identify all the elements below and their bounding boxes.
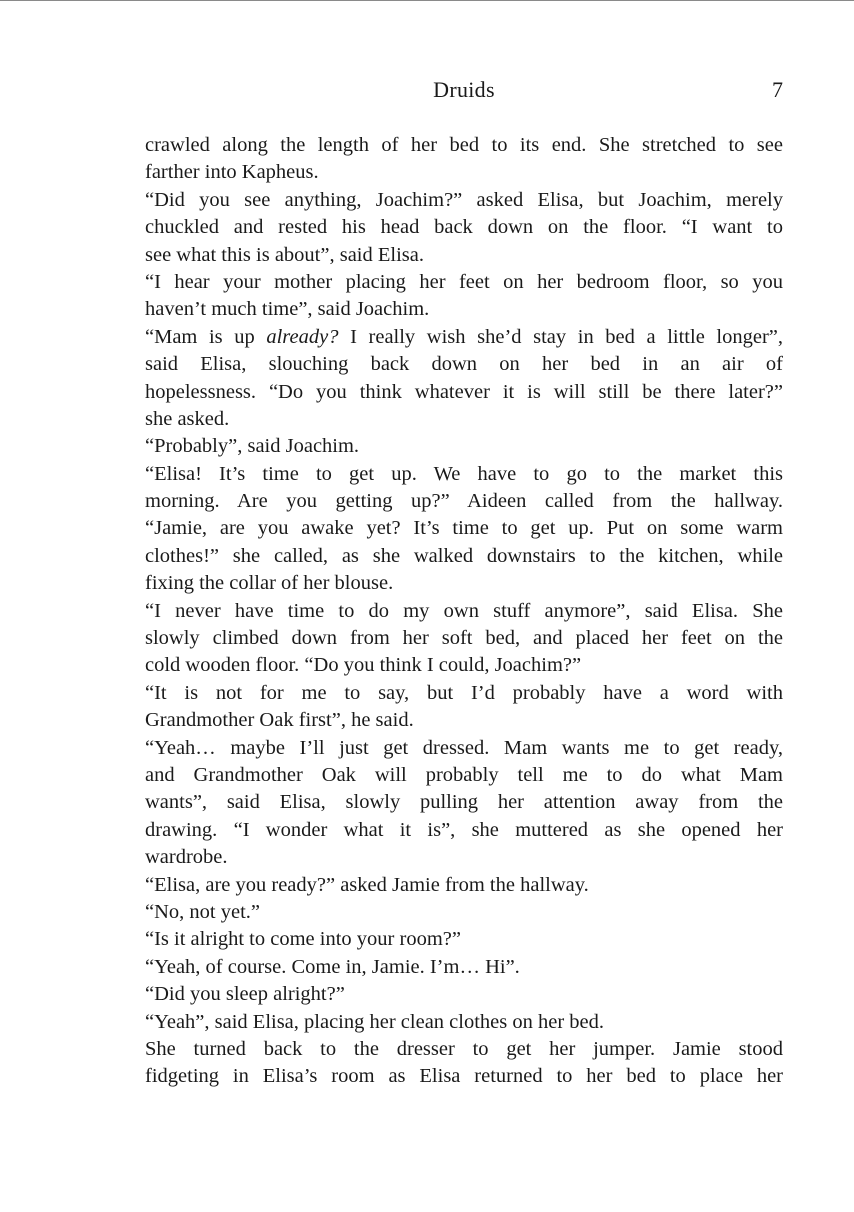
text-line: crawled along the length of her bed to its end. She stretched to see: [145, 134, 783, 156]
text-line: drawing. “I wonder what it is”, she muttered as she opened her: [145, 818, 783, 841]
text-line: slowly climbed down from her soft bed, and placed her feet on the: [145, 627, 783, 650]
text-line: “I hear your mother placing her feet on her bedroom floor, so you: [145, 270, 783, 293]
text-line: “Yeah”, said Elisa, placing her clean clothes on her bed.: [145, 1010, 605, 1033]
text-line: “It is not for me to say, but I’d probably have a word with: [145, 681, 783, 704]
text-line: “Yeah… maybe I’ll just get dressed. Mam wants me to get ready,: [145, 736, 783, 759]
text-line: fidgeting in Elisa’s room as Elisa returned to her bed to place her: [145, 1065, 783, 1088]
text-line: cold wooden floor. “Do you think I could, Joachim?”: [145, 654, 582, 677]
text-line: “Is it alright to come into your room?”: [145, 928, 461, 951]
text-line: hopelessness. “Do you think whatever it is will still be there later?”: [145, 380, 783, 403]
text-line: see what this is about”, said Elisa.: [145, 243, 424, 266]
text-line: “No, not yet.”: [145, 900, 260, 923]
text-line: “Mam is up already? I really wish she’d stay in bed a little longer”,: [145, 325, 783, 348]
text-line: fixing the collar of her blouse.: [145, 572, 394, 595]
running-title: Druids: [433, 77, 495, 102]
text-line: clothes!” she called, as she walked downstairs to the kitchen, while: [145, 544, 783, 567]
text-line: “Elisa, are you ready?” asked Jamie from the hallway.: [145, 873, 589, 896]
page-number: 7: [772, 77, 783, 102]
text-line: Grandmother Oak first”, he said.: [145, 709, 414, 732]
text-line: “Probably”, said Joachim.: [145, 435, 360, 458]
emphasis: already?: [266, 325, 339, 348]
text-line: chuckled and rested his head back down on the floor. “I want to: [145, 216, 783, 239]
running-header: [145, 74, 783, 106]
body-text: [145, 132, 783, 1091]
text-line: she asked.: [145, 407, 230, 430]
text-line: haven’t much time”, said Joachim.: [145, 298, 430, 321]
text-line: She turned back to the dresser to get her jumper. Jamie stood: [145, 1037, 783, 1060]
text-line: “Jamie, are you awake yet? It’s time to get up. Put on some warm: [145, 517, 783, 540]
text-line: “I never have time to do my own stuff anymore”, said Elisa. She: [145, 599, 783, 622]
page-top-rule: [0, 0, 854, 1]
text-line: and Grandmother Oak will probably tell me to do what Mam: [145, 763, 783, 786]
text-line: “Elisa! It’s time to get up. We have to go to the market this: [145, 462, 783, 485]
text-line: said Elisa, slouching back down on her bed in an air of: [145, 353, 783, 376]
text-line: “Did you sleep alright?”: [145, 983, 345, 1006]
text-line: “Yeah, of course. Come in, Jamie. I’m… Hi”.: [145, 955, 520, 978]
text-line: “Did you see anything, Joachim?” asked Elisa, but Joachim, merely: [145, 188, 783, 211]
text-line: wants”, said Elisa, slowly pulling her attention away from the: [145, 791, 783, 814]
text-line: farther into Kapheus.: [145, 161, 319, 184]
text-line: wardrobe.: [145, 846, 228, 869]
text-line: morning. Are you getting up?” Aideen called from the hallway.: [145, 490, 783, 513]
